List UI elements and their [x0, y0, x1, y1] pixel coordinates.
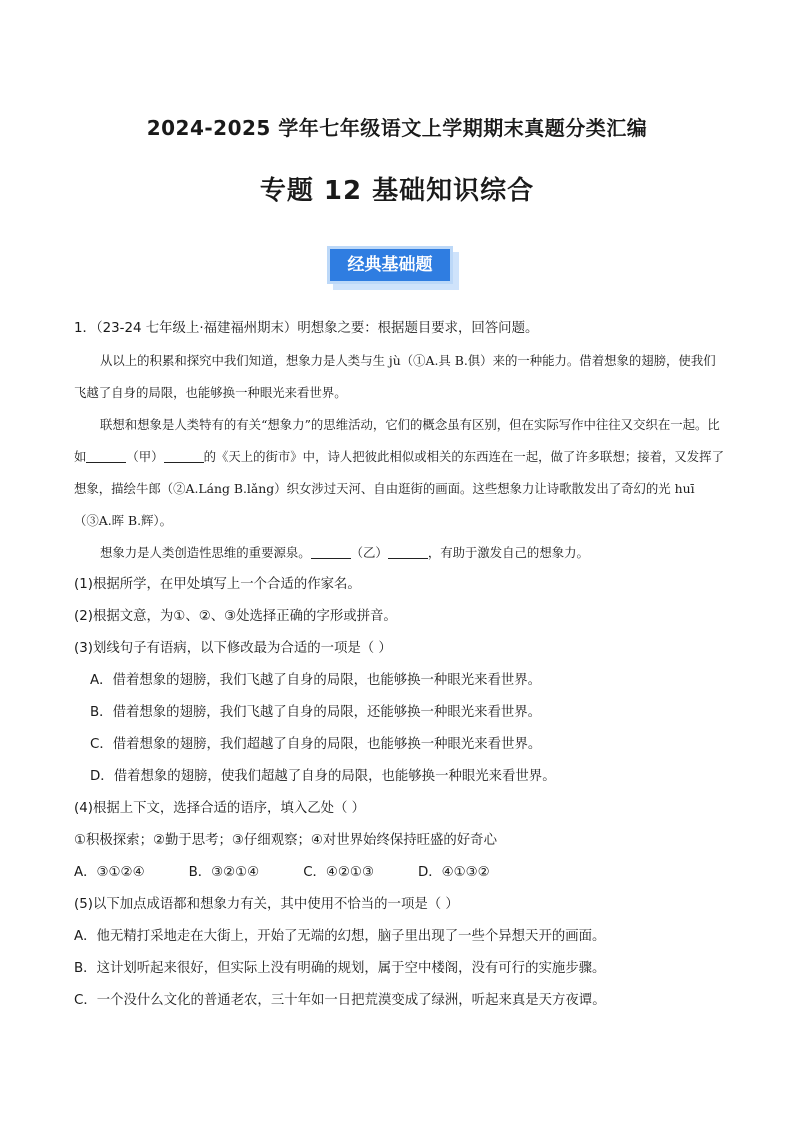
- p3-text-a: 想象力是人类创造性思维的重要源泉。: [100, 545, 311, 560]
- subquestion-3-option-d: D．借着想象的翅膀，使我们超越了自身的局限，也能够换一种眼光来看世界。: [90, 769, 556, 784]
- subquestion-2: (2)根据文意，为①、②、③处选择正确的字形或拼音。: [74, 609, 397, 624]
- blank-yi-after: [388, 544, 428, 559]
- subquestion-4-option-a: A．③①②④: [74, 865, 145, 880]
- subquestion-3-option-b: B．借着想象的翅膀，我们飞越了自身的局限，还能够换一种眼光来看世界。: [90, 705, 542, 720]
- subquestion-3-option-c: C．借着想象的翅膀，我们超越了自身的局限，也能够换一种眼光来看世界。: [90, 737, 542, 752]
- passage-paragraph-2: [74, 409, 726, 537]
- question-block: [74, 313, 726, 1017]
- subquestion-4-option-b: B．③②①④: [188, 865, 260, 880]
- p2-text-c: 的《天上的街市》中，诗人把彼此相似或相关的东西连在一起，做了许多联想；接着，又发挥了想象，描绘牛郎（②A.Láng B.lǎng）织女涉过天河、自由逛街的画面。这些想象力让诗歌散发出了奇幻的光 huī（③A.晖 B.辉）。: [74, 449, 724, 528]
- subquestion-5-option-c: C．一个没什么文化的普通老农，三十年如一日把荒漠变成了绿洲，听起来真是天方夜谭。: [74, 993, 606, 1008]
- topic-title: 专题 12 基础知识综合: [259, 176, 535, 206]
- p2-label-jia: （甲）: [126, 449, 164, 464]
- subquestion-5-option-b: B．这计划听起来很好，但实际上没有明确的规划，属于空中楼阁，没有可行的实施步骤。: [74, 961, 606, 976]
- subquestion-3-option-a: A．借着想象的翅膀，我们飞越了自身的局限，也能够换一种眼光来看世界。: [90, 673, 542, 688]
- subquestion-5-option-a: A．他无精打采地走在大街上，开始了无端的幻想，脑子里出现了一些个异想天开的画面。: [74, 929, 606, 944]
- passage-paragraph-1: 从以上的积累和探究中我们知道，想象力是人类与生 jù（①A.具 B.俱）来的一种能力。借着想象的翅膀，使我们飞越了自身的局限，也能够换一种眼光来看世界。: [74, 353, 716, 400]
- p2-text-a: 联想和想象是人类特有的有关“想象力”的思维活动，它们的概念虽有区别，但在实际写作中往往又交织在一起。比如: [74, 417, 720, 464]
- passage-paragraph-3: [74, 537, 726, 569]
- subquestion-4-option-c: C．④②①③: [303, 865, 374, 880]
- blank-yi-before: [311, 544, 351, 559]
- subquestion-3: (3)划线句子有语病，以下修改最为合适的一项是（ ）: [74, 641, 392, 656]
- subquestion-4-items: ①积极探索；②勤于思考；③仔细观察；④对世界始终保持旺盛的好奇心: [74, 833, 497, 848]
- subquestion-4-option-d: D．④①③②: [417, 865, 490, 880]
- blank-jia-before: [86, 448, 126, 463]
- section-badge-label: 经典基础题: [327, 246, 453, 284]
- p3-label-yi: （乙）: [350, 545, 388, 560]
- subquestion-5: (5)以下加点成语都和想象力有关，其中使用不恰当的一项是（ ）: [74, 897, 459, 912]
- subquestion-1: (1)根据所学，在甲处填写上一个合适的作家名。: [74, 577, 361, 592]
- section-badge: [327, 246, 467, 296]
- blank-jia-after: [164, 448, 204, 463]
- document-title: 2024-2025 学年七年级语文上学期期末真题分类汇编: [146, 116, 648, 140]
- subquestion-4: (4)根据上下文，选择合适的语序，填入乙处（ ）: [74, 801, 366, 816]
- p3-text-c: ，有助于激发自己的想象力。: [427, 545, 589, 560]
- subquestion-4-options: [74, 857, 726, 889]
- question-stem: 1．（23-24 七年级上·福建福州期末）明想象之要：根据题目要求，回答问题。: [74, 321, 539, 336]
